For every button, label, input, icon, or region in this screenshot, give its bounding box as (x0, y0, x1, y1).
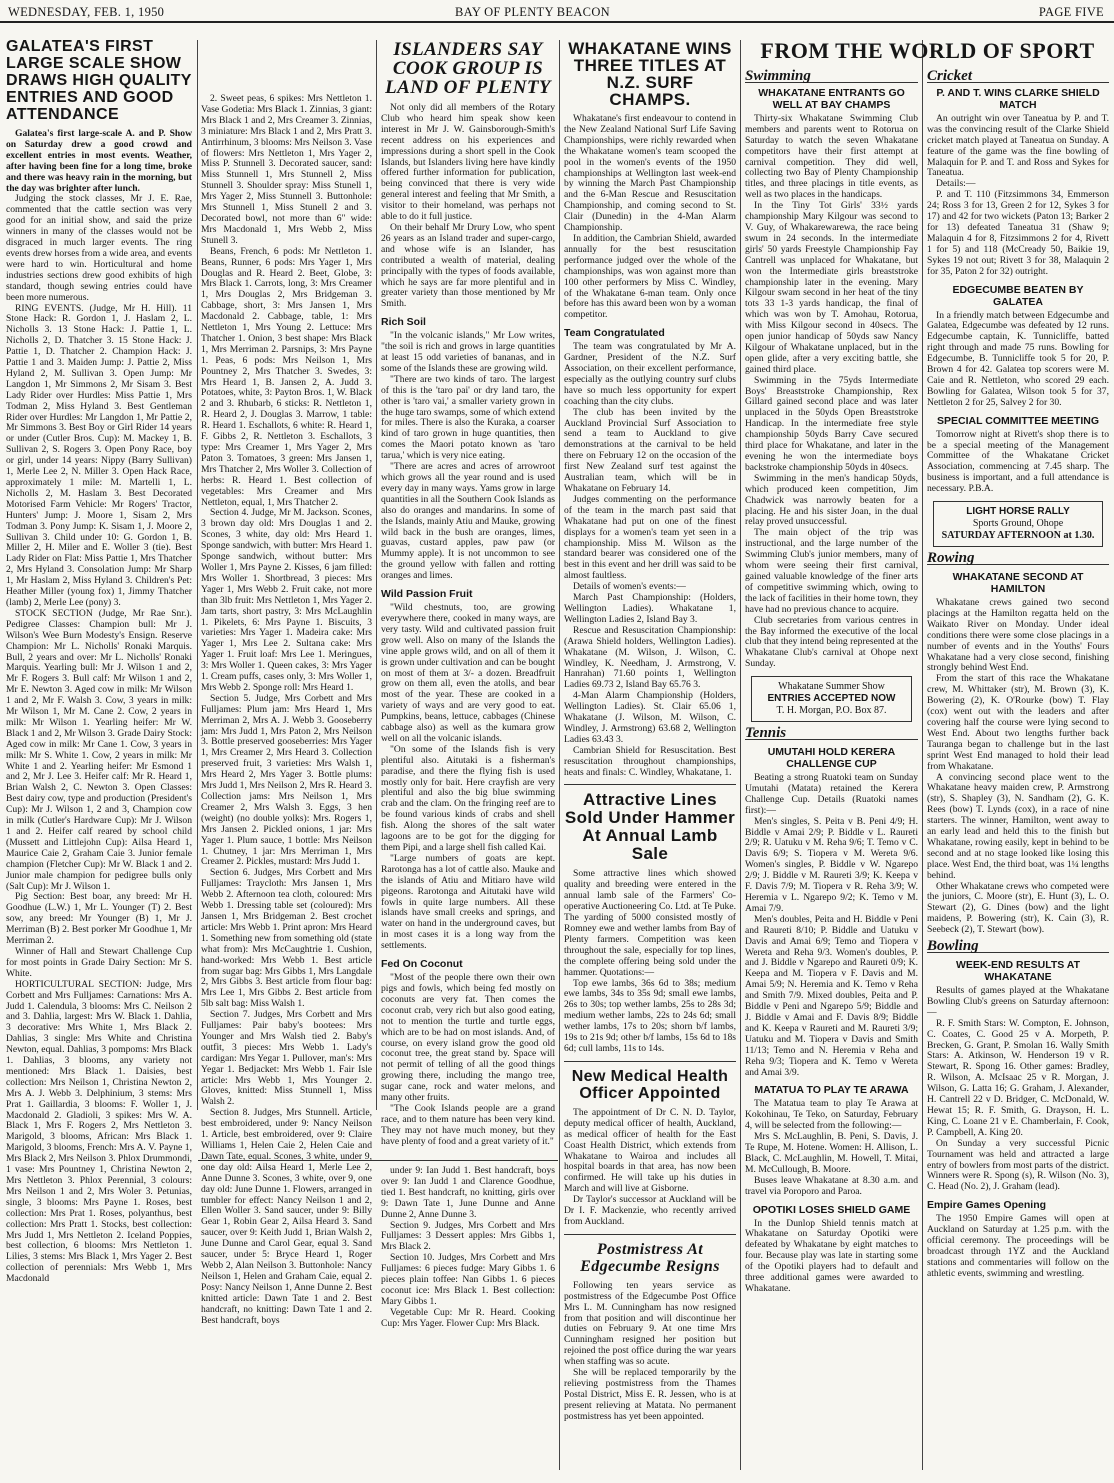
section-divider (198, 1160, 558, 1161)
article-paragraph: Swimming in the men's handicap 50yds, which produced keen competition, Jim Chadwick was narrowly beaten for a placing. He and his sister Joan, in the dual relay proved unsuccessful. (745, 472, 918, 528)
article-paragraph: Section 10. Judges, Mrs Corbett and Mrs Fulljames: 6 pieces fudge: Mary Gibbs 1. 6 pieces plain toffee: Nan Gibbs 1. 6 pieces coconut ice: Mrs Black 1. Best collection: Mary Gibbs 1. (381, 1252, 555, 1307)
article-paragraph: "On some of the Islands fish is very plentiful also. Aitutaki is a fisherman's paradise, and there the flying fish is used mostly only for bait. Here crayfish are very plentiful and also the big blue swimming crab and the clam. On the fringing reef are to be found various kinds of crabs and shell fish. Along the shores of the salt water lagoons are to be got for the digging for them Pipi, and a large shell fish called Kai. (381, 743, 555, 853)
article-paragraph: In the Dunlop Shield tennis match at Whakatane on Saturday Opotiki were defeated by Whakatane by eight matches to four. Because play was late in starting some of the Opotiki players had to default and three additional games were awarded to Whakatane. (745, 1217, 918, 1294)
advert-line: ENTRIES ACCEPTED NOW (767, 693, 896, 705)
advert-line: Whakatane Summer Show (778, 681, 885, 693)
article-paragraph: Section 6. Judges, Mrs Corbett and Mrs Fulljames: Traycloth: Mrs Jansen 1, Mrs Webb 2. Afternoon tea cloth, coloured: Mrs Webb 1. Dressing table set (coloured): Mrs Jansen 1, Mrs Bridgeman 2. Best crochet article: Mrs Webb 1. Print apron: Mrs Heard 1. Something new from something old (state what from): Mrs McCaughtrie 1. Cushion, hand-worked: Mrs Webb 1. Best article from sugar bag: Mrs Gibbs 1, Mrs Langdale 2, Mrs Gibbs 3. Best article from flour bag: Mrs Lee 1, Mrs Gibbs 2. Best article from 5lb salt bag: Miss Walsh 1. (201, 867, 372, 1010)
advert-line: SATURDAY AFTERNOON at 1.30. (941, 530, 1095, 542)
article-cook-islands (381, 40, 555, 1158)
column-divider (922, 40, 923, 1470)
headline-cook-islands: ISLANDERS SAY COOK GROUP IS LAND OF PLENTY (385, 39, 551, 98)
article-paragraph: Cambrian Shield for Resuscitation. Best resuscitation throughout championships, heats and finals: C. Windley, Whakatane, 1. (564, 744, 736, 778)
article-paragraph: The main object of the trip was instructional, and the large number of the Swimming Club's junior members, many of whom were seeing their first carnival, gained valuable knowledge of the finer arts of competitive swimming which, owing to the lack of facilities in their home town, they have had no previous chance to acquire. (745, 527, 918, 615)
masthead (0, 0, 1114, 22)
article-paragraph: Details of women's events:— (573, 581, 686, 593)
article-paragraph: Section 5. Judge, Mrs Corbett and Mrs Fulljames: Plum jam: Mrs Heard 1, Mrs Merriman 2, Mrs A. J. Webb 3. Gooseberry jam: Mrs Judd 1, Mrs Paton 2, Mrs Neilson 3. Bottle preserved gooseberries: Mrs Yager 1, Mrs Creamer 2, Mrs Heard 3. Collection preserved fruit, 3 varieties: Mrs Walsh 1, Mrs Heard 2, Mrs Yager 3. Bottle plums: Mrs Judd 1, Mrs Neilson 2, Mrs R. Heard 3. Collection jams: Mrs Neilson 1, Mrs Creamer 2, Mrs Walsh 3. Eggs, 3 hen (weight) (no double yolks): Mrs. Rogers 1, Mrs Jansen 2. Pickled onions, 1 jar: Mrs Yager 1. Plum sauce, 1 bottle: Mrs Neilson 1. Chutney, 1 jar: Mrs Merriman 1, Mrs Creamer 2. Pickles, mustard: Mrs Judd 1. (201, 692, 372, 868)
subheading-weekend-results: WEEK-END RESULTS AT WHAKATANE (955, 959, 1081, 983)
advert-light-horse-rally (933, 501, 1103, 547)
article-paragraph: "Wild chestnuts, too, are growing everywhere there, cooked in many ways, are very tasty. Wild and cultivated passion fruit grow well. Also on many of the Islands the vine apple grows wild, and on all of them it is grown under cultivation and can be bought on most of them at 3/- a dozen. Breadfruit grow on them all, even the atolls, and bear most of the year. These are cooked in a variety of ways and are very good to eat. Pumpkins, beans, lettuce, cabbages (Chinese cabbage also) as well as the kumara grow well on all the volcanic islands. (381, 602, 555, 744)
article-paragraph: From the start of this race the Whakatane crew, M. Whittaker (str), M. Brown (3), K. Bowering (2), K. O'Rourke (bow) T. Flay (cox) went out with the leaders and after covering half the course were lying second to West End. About two lengths further back Tauranga began to challenge but in the last sprint West End managed to hold their lead from Whakatane. (927, 673, 1109, 772)
masthead-page-number: PAGE FIVE (1038, 5, 1104, 19)
section-heading-swimming: Swimming (745, 71, 918, 83)
article-paragraph: Swimming in the 75yds Intermediate Boys' Breaststroke Championship, Rex Gillard gained second place and was later unplaced in the 50yds Open Breaststroke Handicap. In the intermediate free style championship 50yds Barry Cave secured third place for Whakatane, and later in the evening he won the intermediate boys backstroke championship 50yds in 40secs. (745, 374, 918, 473)
article-paragraph: Judges commenting on the performance of the team in the march past said that Whakatane had put on one of the finest displays for a women's team yet seen in a championship. Miss M. Wilson as the standard bearer was considered one of the best in this event and her drill was said to be almost faultless. (564, 493, 736, 582)
article-paragraph: In addition, the Cambrian Shield, awarded annually for the best resuscitation performance judged over the whole of the championships, was won against more than 100 other performers by Miss C. Windley, of the Whakatane 6-man team. Only once before has this award been won by a woman competitor. (564, 232, 736, 321)
article-paragraph: "Large numbers of goats are kept. Rarotonga has a lot of cattle also. Mauke and the islands of Atiu and Mitiaro have wild pigeons. Rarotonga and Aitutaki have wild fowls in quite large numbers. All these islands have small creeks and springs, and water on hand in the underground caves, but in most cases it is a long way from the settlements. (381, 852, 555, 952)
article-paragraph: A convincing second place went to the Whakatane heavy maiden crew, P. Armstrong (str), S. Shapley (3), N. Sandham (2), G. K. Rees (bow) T. Lynds (cox), in a race of nine starters. The winner, Hamilton, went away to an early lead and held this to the finish but Whakatane, rowing easily, kept in behind to be second and at no stage looked like losing this place. West End, the third boat, was 1¼ lengths behind. (927, 771, 1109, 881)
headline-lamb-sale: Attractive Lines Sold Under Hammer At Annual Lamb Sale (564, 790, 736, 864)
subheading-kerera-cup: UMUTAHI HOLD KERERA CHALLENGE CUP (767, 746, 896, 771)
subheading-edgecumbe: EDGECUMBE BEATEN BY GALATEA (952, 283, 1084, 308)
headline-surf-champs: WHAKATANE WINS THREE TITLES AT N.Z. SURF CHAMPS. (568, 39, 732, 109)
article-paragraph: The club has been invited by the Auckland Provincial Surf Association to send a team to Auckland to give demonstrations at the carnival to be held there on February 12 on the occasion of the first New Zealand surf test against the Australian team, which will be in Whakatane on February 14. (564, 406, 736, 494)
article-paragraph: Results of games played at the Whakatane Bowling Club's greens on Saturday afternoon:— (927, 985, 1109, 1018)
subheading-rich-soil: Rich Soil (381, 316, 426, 329)
article-paragraph: Section 7. Judges, Mrs Corbett and Mrs Fulljames: Pair baby's bootees: Mrs Younger and Mrs Walsh tied 2. Baby's outfit, 3 pieces: Mrs Webb 1. Lady's cardigan: Mrs Yegar 1. Pullover, man's: Mrs Yegar 1. Bedjacket: Mrs Webb 1. Fair Isle article: Mrs Webb 1, Mrs Younger 2. Gloves, knitted: Miss Stunnell 1, Miss Walsh 2. (201, 1009, 372, 1108)
section-heading-tennis: Tennis (745, 728, 918, 740)
article-paragraph: Pig Section: Best boar, any breed: Mr H. Goodhue (L.W.) 1, Mr L. Younger (T) 2. Best sow, any breed: Mr Younger (B) 1, Mr J. Merriman (B) 2. Best porker Mr Goodhue 1, Mr Merriman 2. (6, 891, 192, 947)
headline-medical-officer: New Medical Health Officer Appointed (571, 1067, 729, 1102)
advert-line: LIGHT HORSE RALLY (966, 506, 1070, 518)
article-paragraph: March Past Championship: (Holders, Wellington Ladies). Whakatane 1, Wellington Ladies 2, Island Bay 3. (564, 592, 736, 625)
article-paragraph: STOCK SECTION (Judge, Mr Rae Snr.). Pedigree Classes: Champion bull: Mr J. Wilson's Wee Burn Modesty's Ensign. Reserve Champion: Mr L. Nicholls' Ronaki Marquis. Bull, 2 years and over: Mr L. Nicholls' Ronaki Marquis. Yearling bull: Mr J. Wilson 1 and 2, Mr F. Rogers 3. Bull calf: Mr Wilson 1 and 2, Mr E. Newton 3. Aged cow in milk: Mr Wilson 1 and 2, Mr F. Walsh 3. Cow, 3 years in milk: Mr Wilson 1, Mr M. Cane 2. Cow, 2 years in milk: Mr Wilson 1. Yearling heifer: Mr W. Black 1 and 2, Mr Wilson 3. Grade Dairy Stock: Aged cow in milk: Mr Cane 1. Cow, 3 years in milk: Mr S. White 1. Cow, 2 years in milk: Mr White 1 and 2. Yearling heifer: Mr Esmond 1 and 2, Mr J. Lee 3. Heifer calf: Mr R. Heard 1, Brian Walsh 2, C. Newton 3. Open Classes: Best dairy cow, type and production (President's Cup): Mr J. Wilson 1, 2 and 3, Champion cow in milk (Cutler's Hardware Cup): Mr J. Wilson 1 and 2. Heifer calf reared by school child (Mussett and Littlejohn Cup): Ailsa Heard 1, Maurice Caie 2, Graham Caie 3. Junior female champion (Fletcher Cup): Mr W. Black 1 and 2. Junior male champion for pedigree bulls only (Salt Cup): Mr J. Wilson 1. (6, 607, 192, 892)
column-divider (376, 40, 377, 1110)
column-divider (559, 40, 560, 1470)
article-paragraph: "The Cook Islands people are a grand race, and to them nature has been very kind. They may not have much money, but they have plenty of food and a great variety of it." (381, 1102, 555, 1147)
subheading-wild-passion-fruit: Wild Passion Fruit (381, 588, 473, 601)
article-paragraph: Section 8. Judges, Mrs Stunnell. Article, best embroidered, under 9: Nancy Neilson 1. Article, best embroidered, over 9: Claire Williams 1, Helen Caie 2, Helen Caie and Dawn Tate, equal. Scones, 3 white, under 9, one day old: Ailsa Heard 1, Merle Lee 2, Anne Dunne 3. Scones, 3 white, over 9, one day old: June Dunne 1. Flowers, arranged in tumbler for effect: Nancy Neilson 1 and 2, Ellen Woller 3. Sand saucer, under 9: Billy Gear 1, Robin Gear 2, Ailsa Heard 3. Sand saucer, over 9: Keith Judd 1, Brian Walsh 2, June Dunne and Carol Gear, equal 3. Sand saucer, under 5: Bryce Heard 1, Roger Webb 2, Alan Neilson 3. Buttonhole: Nancy Neilson 1, Helen and Graham Caie, equal 2. Posy: Nancy Neilson 1, Anne Dunne 2. Best knitted article: Dawn Tate 1 and 2. Best handcraft, no knitting: Dawn Tate 1 and 2. Best handcraft, boys (201, 1107, 372, 1326)
article-lead: Galatea's first large-scale A. and P. Show on Saturday drew a good crowd and excellent entries in most events. Weather, after having been fine for a long time, broke and there was heavy rain in the morning, but the day was brighter after lunch. (6, 128, 192, 194)
article-paragraph: Whakatane's first endeavour to contend in the New Zealand National Surf Life Saving Championships, were richly rewarded when the Whakatane women's team scooped the pool in the women's events of the 1950 championships at Wellington last week-end by winning the March Past Championship and the 6-Man Rescue and Resuscitation Championship, and coming second to St. Clair (Dunedin) in the 4-Man Alarm Championship. (564, 113, 736, 234)
article-paragraph: Section 4. Judge, Mr M. Jackson. Scones, 3 brown day old: Mrs Douglas 1 and 2. Scones, 3 white, day old: Mrs Heard 1. Sponge sandwich, with butter: Mrs Heard 1. Sponge sandwich, without butter: Mrs Woller 1, Mrs Payne 2. Kisses, 6 jam filled: Mrs Woller 1. Shortbread, 3 pieces: Mrs Yager 1, Mrs Webb 2. Fruit cake, not more than 3lb fruit: Mrs Nettleton 1, Mrs Yager 2. Jam tarts, short pastry, 3: Mrs McLaughlin 1. Pikelets, 6: Mrs Payne 1. Biscuits, 3 varieties: Mrs Yager 1. Madeira cake: Mrs Yager 1, Mrs Lee 2. Sultana cake: Mrs Yager 1. Fruit loaf: Mrs Lee 1. Meringues, 3: Mrs Woller 1. Queen cakes, 3: Mrs Yager 1. Cream puffs, cases only, 3: Mrs Woller 1, Mrs Webb 2. Sponge roll: Mrs Heard 1. (201, 507, 372, 693)
article-paragraph: Not only did all members of the Rotary Club who heard him speak show keen interest in Mr J. W. Gainsborough-Smith's recent address on his experiences and impressions during a short spell in the Cook Islands, but Islanders living here have kindly offered further information for publication, being convinced that there is very wide general interest and feeling that Mr Smith, a visitor to their homeland, was perhaps not able to do it full justice. (381, 102, 555, 223)
article-paragraph: The team was congratulated by Mr A. Gardner, President of the N.Z. Surf Association, on their excellent performance, especially as the outlying country surf clubs have so much less opportunity for expert coaching than the city clubs. (564, 341, 736, 407)
article-paragraph: Dr Taylor's successor at Auckland will be Dr I. F. Mackenzie, who recently arrived from Auckland. (564, 1194, 736, 1227)
section-divider (564, 784, 736, 785)
advert-line: Sports Ground, Ohope (972, 518, 1064, 530)
section-heading-bowling: Bowling (927, 941, 1109, 953)
article-galatea-show-column-1 (6, 38, 192, 1476)
sport-column-swimming-tennis (745, 66, 918, 1478)
subheading-hamilton: WHAKATANE SECOND AT HAMILTON (952, 571, 1084, 595)
article-paragraph: "In the volcanic islands," Mr Low writes, "the soil is rich and grows in large quantities at least 15 odd varieties of bananas, and in some of the Islands these are growing wild. (381, 330, 555, 374)
article-paragraph: An outright win over Taneatua by P. and T. was the convincing result of the Clarke Shield cricket match played at Taneatua on Sunday. A feature of the game was the fine bowling of Malaquin for P. and T. and Ross and Sykes for Taneatua. (927, 112, 1109, 179)
column-divider (740, 40, 741, 1470)
article-paragraph: "There are acres and acres of arrowroot which grows all the year round and is used every day in many ways. Yams grow in large quantities in all the Southern Cook Islands as also do oranges and mandarins. In some of the Islands, mainly Atiu and Mauke, growing wild back in the bush are oranges, limes, guavas, custard apples, paw paw (or Mummy apple). It is not uncommon to see the ground yellow with fallen and rotting oranges and limes. (381, 461, 555, 582)
article-paragraph: Judging the stock classes, Mr J. E. Rae, commented that the cattle section was very good for an initial show, and said the prize winners in many of the classes would not be disgraced in much larger events. The ring events drew horses from a wide area, and events were hard to win. Horticultural and home industries sections drew good exhibits of high standard, though sewing entries could have been more numerous. (6, 193, 192, 303)
advert-summer-show (751, 676, 912, 722)
article-paragraph: The Matatua team to play Te Arawa at Kokohinau, Te Teko, on Saturday, February 4, will be selected from the following:— (745, 1098, 918, 1132)
subheading-bay-champs: WHAKATANE ENTRANTS GO WELL AT BAY CHAMPS (758, 86, 905, 111)
subheading-team-congratulated: Team Congratulated (564, 327, 665, 340)
article-paragraph: "There are two kinds of taro. The largest of this is the 'taro pai' or dry land taro, the other is 'taro vai,' a smaller variety grown in the huge taro swamps, some of which extend for miles. There is also the Kuraka, a coarser kind of taro grown in huge quantities, then comes the Maori potato known as 'taro tarua,' which is very nice eating. (381, 373, 555, 462)
article-paragraph: Men's doubles, Peita and H. Biddle v Peni and Raureti 8/10; P. Biddle and Uatuku v Davis and Amai 6/9; Temo and Tiopera v Wereta and Reha 9/3. Women's doubles, P. and J. Biddle v Ngarepo and Raureti 0/9; K. Keepa and M. Tiopera v F. Davis and M. Amai 5/9; N. Heremia and K. Temo v Reha and Smith 7/9. Mixed doubles, Peita and P. Biddle v Peni and Ngarepo 5/9; Biddle and J. Biddle v Amai and F. Davis 8/9; Biddle and K. Keepa v Raureti and M. Raureti 3/9; Uatuku and M. Tiopera v Davis and Smith 11/13; Temo and N. Heremia v Reha and Reha 9/3; Tiopera and K. Temo v Wereta and Amai 3/9. (745, 913, 918, 1078)
article-paragraph: The appointment of Dr C. N. D. Taylor, deputy medical officer of health, Auckland, as medical officer of health for the East Coast Health District, which extends from Whakatane to Wairoa and includes all hospital boards in that area, has now been confirmed. He will take up his duties in March and will live at Gisborne. (564, 1106, 736, 1195)
article-paragraph: Buses leave Whakatane at 8.30 a.m. and travel via Poroporo and Paroa. (745, 1174, 918, 1197)
article-paragraph: Rescue and Resuscitation Championship: (Arawa Shield holders, Wellington Ladies). Whakatane (M. Wilson, J. Wilson, C. Windley, K. Needham, J. Armstrong, V. Hanrahan) 71.60 points 1, Wellington Ladies 69.73 2, Island Bay 65.76 3. (564, 624, 736, 691)
article-paragraph: The 1950 Empire Games will open at Auckland on Saturday at 1.25 p.m. with the official ceremony. The proceedings will be broadcast through 1YZ and the Auckland stations and commentaries will follow on the athletic events, swimming and wrestling. (927, 1213, 1109, 1279)
article-paragraph: P. and T. 110 (Fitzsimmons 34, Emmerson 24; Ross 3 for 13, Green 2 for 12, Sykes 3 for 17) and 42 for two wickets (Paton 13; Barker 2 for 13) defeated Taneatua 31 (Shaw 9; Malaquin 4 for 8, Fitzsimmons 2 for 4, Rivett 1 for 5) and 118 (McCready 50, Baikie 19, Sykes 19 not out; Rivett 3 for 38, Malaquin 2 for 35, Paton 2 for 32) outright. (927, 189, 1109, 277)
article-paragraph: On Sunday a very successful Picnic Tournament was held and attracted a large entry of bowlers from most parts of the district. Winners were R. Spong (s), R. Wilson (No. 3), C. Head (No. 2), J. Graham (lead). (927, 1137, 1109, 1193)
subheading-empire-games: Empire Games Opening (927, 1199, 1047, 1212)
article-paragraph: Whakatane crews gained two second placings at the Hamilton regatta held on the Waikato River on Monday. Under ideal conditions there were some close placings in a number of events and in the Youths' Fours Whakatane had a very close second, finishing strongly behind West End. (927, 597, 1109, 674)
article-paragraph: Section 9. Judges, Mrs Corbett and Mrs Fulljames: 3 Dessert apples: Mrs Gibbs 1, Mrs Black 2. (381, 1219, 555, 1253)
article-paragraph: under 9: Ian Judd 1. Best handcraft, boys over 9: Ian Judd 1 and Clarence Goodhue, tied 1. Best handcraft, no knitting, girls over 9: Dawn Tate 1, June Dunne and Anne Dunne 2, Anne Dunne 3. (381, 1165, 555, 1220)
article-paragraph: Following ten years service as postmistress of the Edgecumbe Post Office Mrs L. M. Cunningham has now resigned from that position and will discontinue her duties on February 9. At one time Mrs Cunningham resigned her position but rejoined the post office during the war years when staffing was so acute. (564, 1279, 736, 1368)
subheading-matatua: MATATUA TO PLAY TE ARAWA (754, 1084, 909, 1097)
article-paragraph: Beans, French, 6 pods: Mr Nettleton 1. Beans, Runner, 6 pods: Mrs Yager 1, Mrs Douglas and R. Heard 2. Beet, Globe, 3: Mrs Black 1. Carrots, long, 3: Mrs Creamer 1, Mrs Douglas 2, Mrs Bridgeman 3. Cabbage, short, 3: Mrs Jansen 1, Mrs Macdonald 2. Cabbage, table, 1: Mrs Nettleton 1, Mrs Young 2. Lettuce: Mrs Thatcher 1. Onion, 3 best shape: Mrs Black 1, Mrs Merriman 2. Parsnips, 3: Mrs Payne 1. Peas, 6 pods: Mrs Neilson 1, Mrs Pountney 2, Mrs Thatcher 3. Swedes, 3: Mrs Heard 1, B. Jansen 2, A. Judd 3. Potatoes, white, 3: Payton Bros. 1, W. Black 2 and 3. Rhubarb, 6 sticks: R. Nettleton 1, R. Heard 2, J. Douglas 3. Marrow, 1 table: R. Heard 1. Eschallots, 6 white: R. Heard 1, F. Gibbs 2, R. Nettleton 3. Eschallots, 3 type: Mrs Creamer 1, Mrs Yager 2, Mrs Paton 3. Tomatoes, 3 green: Mrs Jansen 1, Mrs Thatcher 2, Mrs Woller 3. Collection of herbs: R. Heard 1. Best collection of vegetables: Mrs Creamer and Mrs Nettleton, equal, 1, Mrs Thatcher 2. (201, 245, 372, 508)
section-heading-rowing: Rowing (927, 553, 1109, 565)
article-paragraph: Winner of Hall and Stewart Challenge Cup for most points in Grade Dairy Section: Mr S. White. (6, 945, 192, 979)
article-paragraph: Other Whakatane crews who competed were the juniors, C. Moore (str), E. Hunt (3), L. O. Stewart (2), G. Dines (bow) and the light maidens, P. Bowering (str), K. Cain (3), R. Seebeck (2), T. Stewart (bow). (927, 880, 1109, 936)
subheading-fed-on-coconut: Fed On Coconut (381, 958, 463, 971)
sport-column-cricket-rowing-bowling (927, 66, 1109, 1478)
subheading-opotiki: OPOTIKI LOSES SHIELD GAME (752, 1203, 911, 1216)
section-heading-cricket: Cricket (927, 71, 1109, 83)
article-paragraph: Thirty-six Whakatane Swimming Club members and parents went to Rotorua on Saturday to watch the seven Whakatane competitors have their first attempt at carnival competition. They did well, collecting two Bay of Plenty Championship titles, and three placings in title events, as well as two places in the handicaps. (745, 112, 918, 201)
sport-section-banner: FROM THE WORLD OF SPORT (760, 38, 1095, 63)
article-paragraph: "Most of the people there own their own pigs and fowls, which being fed mostly on coconuts are very fat. Then comes the coconut crab, very rich but also good eating, not to mention the turtle and turtle eggs, which are to be had on most islands. And, of course, on every island grow the good old coconut tree, the great stand by. Space will not permit of telling of all the good things growing there, including the mango tree, sugar cane, rock and water melons, and many other fruits. (381, 972, 555, 1104)
subheading-committee-meeting: SPECIAL COMMITTEE MEETING (937, 414, 1099, 427)
article-paragraph: Tomorrow night at Rivett's shop there is to be a special meeting of the Management Committee of the Whakatane Cricket Association, commencing at 7.45 sharp. The business is important, and a full attendance is necessary. P.B.A. (927, 428, 1109, 495)
article-paragraph: Men's singles, S. Peita v B. Peni 4/9; H. Biddle v Amai 2/9; P. Biddle v L. Raureti 2/9; R. Uatuku v M. Reha 9/6; T. Temo v C. Davis 6/9; S. Tiopera v M. Wereta 9/6. Women's singles, P. Biddle v W. Ngarepo 2/9; J. Biddle v M. Raureti 3/9; K. Keepa v F. Davis 7/9; M. Tiopera v R. Reha 3/9; W. Heremia v L. Ngarepo 9/2; K. Temo v M. Amai 7/9. (745, 815, 918, 914)
article-paragraph: R. F. Smith Stars: W. Compton, E. Johnson, C. Coates, C. Good 25 v A. Morpeth, P. Brecken, G. Grant, P. Smolan 16. Wally Smith Stars: A. Atkinson, W. Henderson 19 v R. Stewart, R. Spong 16. Other games: Bradley, R. Wilson, A. McIsaac 25 v R. Morgan, J. Wilson, G. Latta 16; G. Graham, J. Alexander, H. Cantrell 22 v D. Bridger, C. McDonald, W. Hewat 15; R. F. Smith, G. Drayson, H. L. King, C. Loane 21 v E. Chamberlain, F. Cook, P. Campbell, A. King 20. (927, 1017, 1109, 1138)
article-paragraph: Beating a strong Ruatoki team on Sunday Umutahi (Matata) retained the Kerera Challenge Cup. Details (Ruatoki names first):— (745, 772, 918, 816)
article-paragraph: 2. Sweet peas, 6 spikes: Mrs Nettleton 1. Vase Godetia: Mrs Black 1. Zinnias, 3 giant: Mrs Black 1 and 2, Mrs Creamer 3. Zinnias, 3 miniature: Mrs Black 1 and 2, Mrs Pratt 3. Antirrhinum, 3 blooms: Mrs Neilson 3. Vase of flowers: Mrs Nettleton 1, Mrs Yager 2, Miss P. Stunnell 3. Decorated saucer, sand: Miss Stunnell 1, Mrs Stunnell 2, Miss Stunnell 3. Shoulder spray: Miss Stunell 1, Mrs Yager 2, Miss Stunnell 3. Buttonhole: Mrs Stunnell 1, Miss Stunell 2 and 3. Decorated bowl, not more than 6" wide: Mrs Macdonald 1, Mrs Webb 2, Miss Stunell 3. (201, 93, 372, 246)
article-paragraph: Mrs S. McLaughlin, B. Peni, S. Davis, J. Te Rupe, M. Hotene. Women: H. Allison, L. Black, C. McLaughlin, M. Howell, T. Mitai, M. McCullough, B. Moore. (745, 1131, 918, 1175)
article-paragraph: 4-Man Alarm Championship (Holders, Wellington Ladies). St. Clair 65.06 1, Whakatane (J. Wilson, M. Wilson, C. Windley, J. Armstrong) 63.68 2, Wellington Ladies 63.43 3. (564, 690, 736, 745)
article-paragraph: RING EVENTS. (Judge, Mr H. Hill). 11 Stone Hack: R. Gordon 1, J. Haslam 2, L. Nicholls 3. 13 Stone Hack: J. Pattie 1, L. Nicholls 2, D. Thatcher 3. 15 Stone Hack: J. Pattie 1, D. Thatcher 2. Champion Hack: J. Pattie 1 and 3. Maiden Jump: J. Pattie 2, Miss Hyland 2, M. Sullivan 3. Open Jump: Mr Langdon 1, Mr Simmons 2, Mr Sisam 3. Best Lady Rider over Hurdles: Miss Pattie 1, Mrs Todman 2, Miss Hyland 3. Best Gentleman Rider over Hurdles: Mr Langdon 1, Mr Pattie 2, Mr Simmons 3. Best Boy or Girl Rider 14 years or under (Cutler Bros. Cup): M. Mackey 1, B. Sullivan 2, S. Rogers 3. Open Pony Race, boy or girl, under 14 years: Nippy (Barry Sullivan) 1, Merle Lee 2, N. Miller 3. Open Hack Race, approximately 1 mile: M. Martelli 1, L. Nicholls 2, M. Haslam 3. Best Decorated Motorised Farm Vehicle: Mr Rogers' Tractor, Hunters' Jump: J. Moore 1, Sisam 2, Mrs Todman 3. Pony Jump: K. Sisam 1, J. Moore 2, Sullivan 3. Child under 10: G. Gordon 1, B. Miller 2, H. Miler and E. Woller 3 (tie). Best Lady Rider on Flat: Miss Pattie 1, Mrs Thatcher 2, Mrs Hyland 3. Consolation Jump: Mr Sharp 1, Mr Haslam 2, Miss Hyland 3. Children's Pet: Heather Miller (young fox) 1, Jimmy Thatcher (lamb) 2, Merle Lee (pony) 3. (6, 302, 192, 608)
article-paragraph: Top ewe lambs, 36s 6d to 38s; medium ewe lambs, 34s to 35s 9d; small ewe lambs, 26s to 30s; top wether lambs, 25s to 28s 3d; medium wether lambs, 22s to 24s 6d; small wether lambs, 17s to 20s; shorn b/f lambs, 19s to 21s 9d; other b/f lambs, 15s 6d to 18s 6d; cull lambs, 11s to 14s. (564, 977, 736, 1054)
article-paragraph: Details:— (936, 178, 976, 190)
article-paragraph: She will be replaced temporarily by the relieving postmistress from the Thames Postal District, Miss E. R. Jessen, who is at present relieving at Matata. No permanent postmistress has yet been appointed. (564, 1367, 736, 1422)
headline-galatea-show: GALATEA'S FIRST LARGE SCALE SHOW DRAWS HIGH QUALITY ENTRIES AND GOOD ATTENDANCE (6, 38, 192, 123)
article-paragraph: Some attractive lines which showed quality and breeding were entered in the annual lamb sale of the Farmers' Co-operative Auctioneering Co. Ltd. at Te Puke. The yarding of 5000 consisted mostly of Romney ewe and wether lambs from Bay of Plenty farmers. Competition was keen throughout the sale, especially for top lines, the complete offering being sold under the hammer. Quotations:— (564, 868, 736, 978)
advert-line: T. H. Morgan, P.O. Box 87. (776, 705, 887, 717)
article-surf-champs (564, 40, 736, 1478)
section-divider (564, 1061, 736, 1062)
column-divider (197, 40, 198, 1110)
article-paragraph: Vegetable Cup: Mr R. Heard. Cooking Cup: Mrs Yager. Flower Cup: Mrs Black. (381, 1306, 555, 1329)
masthead-rule (0, 21, 1114, 23)
article-paragraph: HORTICULTURAL SECTION: Judge, Mrs Corbett and Mrs Fulljames: Carnations: Mrs A. Judd 1. Calendula, 3 blooms: Mrs C. Neilson 2 and 3. Dahlia, largest: Mrs W. Black 1. Dahlia, 3 decorative: Mrs White 1, Mrs Black 2. Dahlias, 3 single: Mrs White and Christina Newton, equal. Dahlias, 3 pompoms: Mrs Black 1. Dahlias, 3 blooms, any variety not mentioned: Mrs Black 1. Daisies, best collection: Mrs Neilson 1, Christina Newton 2, Mrs A. J. Webb 3. Delphinium, 3 stems: Mrs Prat 1. Gaillardia, 3 blooms: F. Woller 1, J. Macdonald 2. Gladioli, 3 spikes: Mrs W. A. Black 1, Mrs F. Rogers 2, Mrs Nettleton 3. Marigold, 3 blooms, African: Mrs Black 1. Marigold, 3 blooms, French: Mrs A. V. Payne 1, Mrs Black 2, Mrs Neilson 3. Phlox Drummondi, 1 vase: Mrs Pountney 1, Christina Newton 2, Mrs Nettleton 3. Phlox Perennial, 3 colours: Mrs Neilson 1 and 2, Mrs Woler 3. Petunias, single, 3 blooms: Mrs Payne 1. Roses, best collection: Mrs Prat 1. Roses, polyanthus, best collection: Mrs Pratt 1. Stocks, best collection: Mrs Judd 1, Mrs Nettleton 2. Iceland Poppies, best collection, 6 blooms: Mrs Nettleton 1. Lilies, 3 stems: Mrs Black 1, Mrs Yager 2. Best collection of perennials: Mrs Webb 1, Mrs Macdonald (6, 978, 193, 1285)
section-divider (564, 1234, 736, 1235)
article-paragraph: In a friendly match between Edgecumbe and Galatea, Edgecumbe was defeated by 12 runs. Edgecumbe captain, K. Tunnicliffe, batted right through and made 75 runs. Bowling for Edgecumbe, B. Tunnicliffe took 5 for 20, P. Brown 4 for 42. Galatea top scorers were M. Caie and R. Nettleton, who scored 29 each. Bowling for Galatea, Wilson took 5 for 37, Nettleton 2 for 25, Salvey 2 for 30. (927, 309, 1109, 408)
subheading-clarke-shield: P. AND T. WINS CLARKE SHIELD MATCH (936, 86, 1100, 111)
article-galatea-show-column-2 (201, 93, 372, 1326)
masthead-paper-name: BAY OF PLENTY BEACON (455, 5, 610, 19)
article-paragraph: On their behalf Mr Drury Low, who spent 26 years as an Island trader and super-cargo, and whose wife is an Islander, has contributed a wealth of material, dealing principally with the types of foods available, which he says are far more plentiful and in greater variety than those mentioned by Mr Smith. (381, 221, 555, 310)
article-galatea-show-continued (381, 1166, 555, 1476)
article-paragraph: Club secretaries from various centres in the Bay informed the executive of the local club that they intend being represented at the Whakatane Club's carnival at Ohope next Sunday. (745, 614, 918, 670)
headline-postmistress: Postmistress At Edgecumbe Resigns (580, 1240, 720, 1275)
masthead-date: WEDNESDAY, FEB. 1, 1950 (8, 5, 165, 19)
article-paragraph: In the Tiny Tot Girls' 33½ yards championship Mary Kilgour was second to V. Guy, of Whakarewarewa, the race being swum in 24 seconds. In the intermediate girls' 50 yards Freestyle Championship Fay Cantrell was unplaced for Whakatane, but won the Intermediate girls breaststroke championship later in the evening. Mary Kilgour swam second in her heat of the tiny tots 33 1-3 yards handicap, the final of which was won by T. Amohau, Rotorua, with Miss Kilgour second in 40secs. The open junior handicap of 50yds saw Nancy Kilgour of Whakatane unplaced, but in the open glide, after a very exciting battle, she gained third place. (745, 200, 918, 375)
